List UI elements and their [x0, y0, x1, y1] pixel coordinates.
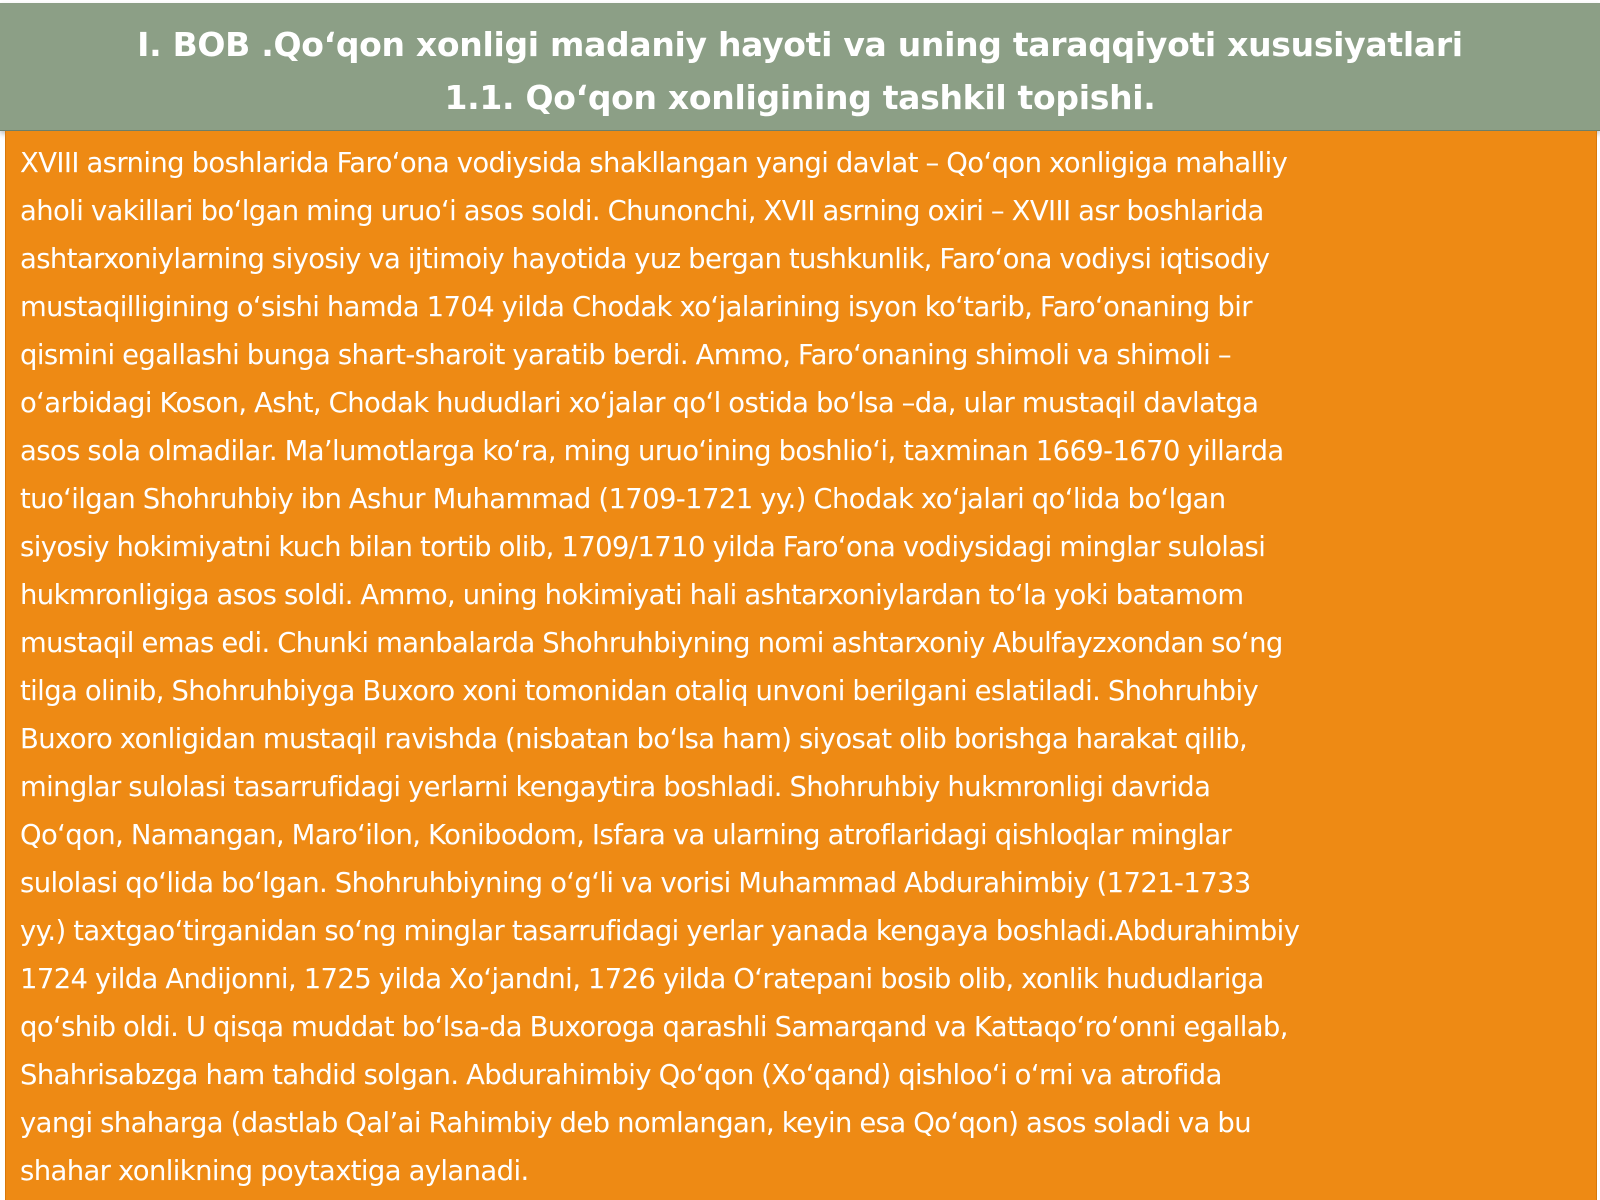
body-line: o‘arbidagi Koson, Asht, Chodak hududlari xo‘jalar qo‘l ostida bo‘lsa –da, ular mustaqil davlatga	[20, 387, 1259, 419]
body-line: siyosiy hokimiyatni kuch bilan tortib olib, 1709/1710 yilda Faro‘ona vodiysidagi minglar sulolasi	[20, 531, 1266, 563]
body-text	[20, 139, 1590, 1195]
body-line: minglar sulolasi tasarrufidagi yerlarni kengaytira boshladi. Shohruhbiy hukmronligi davrida	[20, 771, 1211, 803]
body-line: Buxoro xonligidan mustaqil ravishda (nisbatan bo‘lsa ham) siyosat olib borishga harakat qilib,	[20, 723, 1248, 755]
chapter-title: I. BOB .Qo‘qon xonligi madaniy hayoti va uning taraqqiyoti xususiyatlari	[137, 25, 1463, 64]
body-line: mustaqilligining o‘sishi hamda 1704 yilda Chodak xo‘jalarining isyon ko‘tarib, Faro‘onaning bir	[20, 291, 1252, 323]
title-bar	[0, 3, 1600, 131]
body-line: Qo‘qon, Namangan, Maro‘ilon, Konibodom, Isfara va ularning atroflaridagi qishloqlar minglar	[20, 819, 1232, 851]
body-line: mustaqil emas edi. Chunki manbalarda Shohruhbiyning nomi ashtarxoniy Abulfayzxondan so‘ng	[20, 627, 1283, 659]
body-line: 1724 yilda Andijonni, 1725 yilda Xo‘jandni, 1726 yilda O‘ratepani bosib olib, xonlik hududlariga	[20, 963, 1264, 995]
body-line: yy.) taxtgao‘tirganidan so‘ng minglar tasarrufidagi yerlar yanada kengaya boshladi.Abdurahimbiy	[20, 915, 1300, 947]
body-line: sulolasi qo‘lida bo‘lgan. Shohruhbiyning o‘g‘li va vorisi Muhammad Abdurahimbiy (1721-1733	[20, 867, 1251, 899]
body-line: tilga olinib, Shohruhbiyga Buxoro xoni tomonidan otaliq unvoni berilgani eslatiladi. Shohruhbiy	[20, 675, 1259, 707]
body-line: XVIII asrning boshlarida Faro‘ona vodiysida shakllangan yangi davlat – Qo‘qon xonligiga mahalliy	[20, 147, 1288, 179]
body-panel	[5, 131, 1597, 1200]
body-line: qismini egallashi bunga shart-sharoit yaratib berdi. Ammo, Faro‘onaning shimoli va shimoli –	[20, 339, 1231, 371]
body-line: yangi shaharga (dastlab Qal’ai Rahimbiy deb nomlangan, keyin esa Qo‘qon) asos soladi va bu	[20, 1107, 1252, 1139]
body-line: shahar xonlikning poytaxtiga aylanadi.	[20, 1155, 529, 1187]
body-line: ashtarxoniylarning siyosiy va ijtimoiy hayotida yuz bergan tushkunlik, Faro‘ona vodiysi iqtisodiy	[20, 243, 1270, 275]
section-title: 1.1. Qo‘qon xonligining tashkil topishi.	[444, 78, 1156, 117]
body-line: Shahrisabzga ham tahdid solgan. Abdurahimbiy Qo‘qon (Xo‘qand) qishloo‘i o‘rni va atrofida	[20, 1059, 1222, 1091]
body-line: hukmronligiga asos soldi. Ammo, uning hokimiyati hali ashtarxoniylardan to‘la yoki batamom	[20, 579, 1244, 611]
body-line: aholi vakillari bo‘lgan ming uruo‘i asos soldi. Chunonchi, XVII asrning oxiri – XVIII asr boshlarida	[20, 195, 1264, 227]
body-line: asos sola olmadilar. Ma’lumotlarga ko‘ra, ming uruo‘ining boshlio‘i, taxminan 1669-1670 yillarda	[20, 435, 1284, 467]
body-line: qo‘shib oldi. U qisqa muddat bo‘lsa-da Buxoroga qarashli Samarqand va Kattaqo‘ro‘onni egallab,	[20, 1011, 1288, 1043]
body-line: tuo‘ilgan Shohruhbiy ibn Ashur Muhammad (1709-1721 yy.) Chodak xo‘jalari qo‘lida bo‘lgan	[20, 483, 1226, 515]
